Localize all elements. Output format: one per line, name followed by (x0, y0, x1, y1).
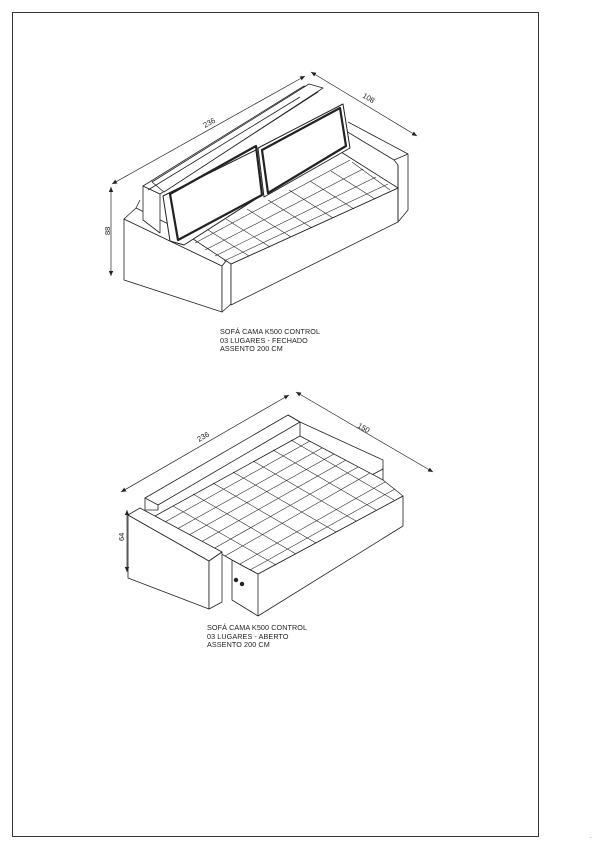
closed-sofa-drawing (124, 84, 408, 312)
control-button-right (240, 582, 244, 586)
open-caption-line2: 03 LUGARES - ABERTO (207, 631, 289, 641)
open-caption-line1: SOFÁ CAMA K500 CONTROL (207, 623, 308, 632)
closed-caption-line1: SOFÁ CAMA K500 CONTROL (220, 327, 321, 336)
open-caption (207, 624, 307, 650)
open-height-dim: 64 (117, 532, 126, 541)
open-caption-line3: ASSENTO 200 CM (207, 640, 270, 650)
closed-height-dim: 88 (103, 226, 112, 235)
open-width-dim: 236 (195, 429, 211, 444)
open-depth-dim: 150 (356, 420, 372, 435)
closed-caption-line3: ASSENTO 200 CM (220, 344, 283, 354)
closed-caption (220, 328, 320, 354)
closed-width-dim: 236 (201, 115, 217, 130)
closed-depth-dim: 108 (360, 90, 377, 106)
page-mark: . (590, 834, 592, 840)
open-sofa-drawing (128, 415, 403, 616)
control-button-left (234, 578, 238, 582)
closed-caption-line2: 03 LUGARES - FECHADO (220, 335, 308, 345)
